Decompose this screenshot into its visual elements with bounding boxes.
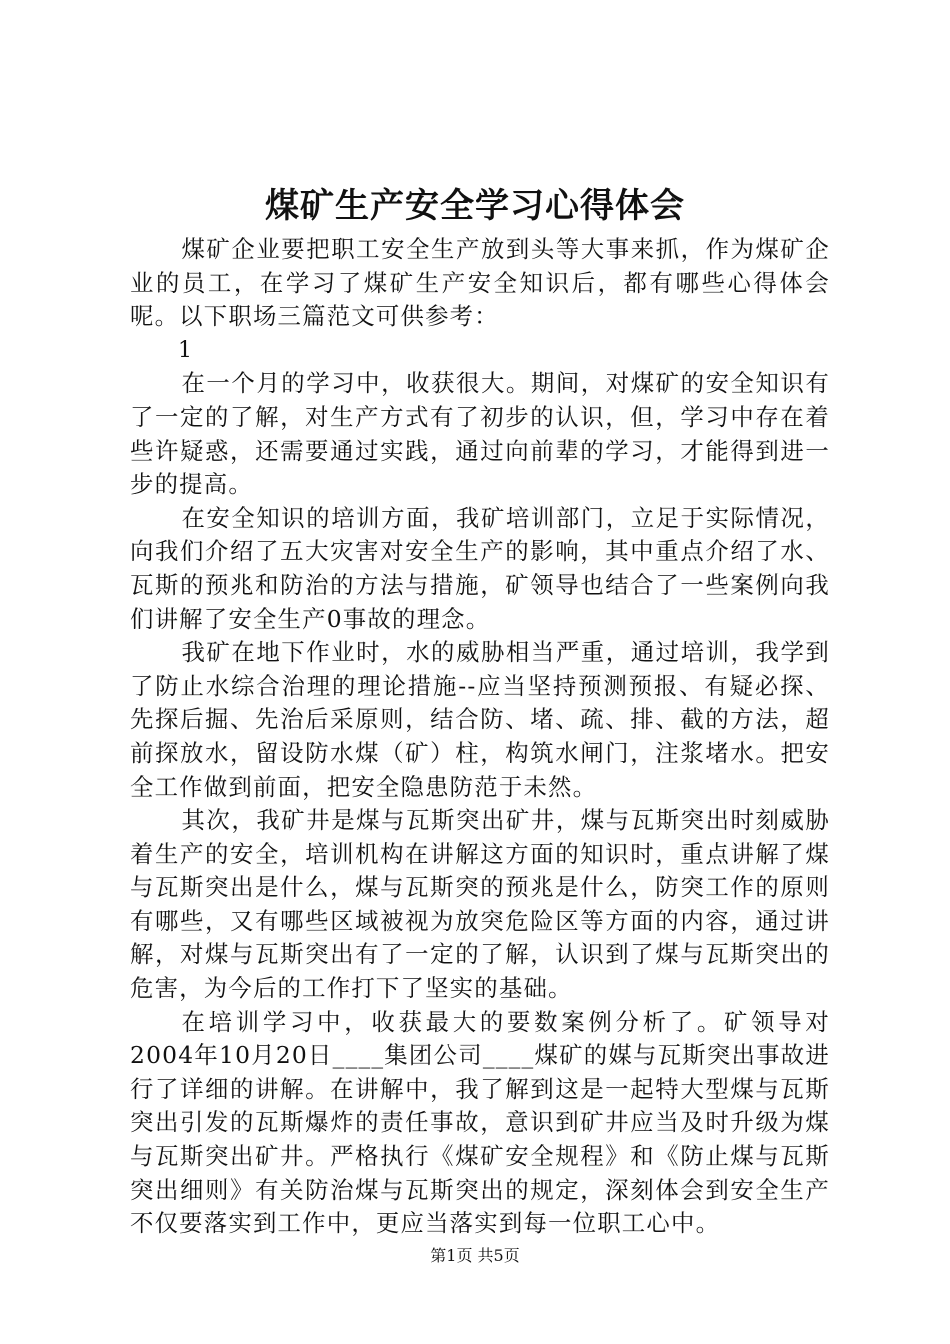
body-paragraph: 我矿在地下作业时，水的威胁相当严重，通过培训，我学到了防止水综合治理的理论措施--应当坚持预测预报、有疑必探、先探后掘、先治后采原则，结合防、堵、疏、排、截的方法，超前探放水，留设防水煤（矿）柱，构筑水闸门，注浆堵水。把安全工作做到前面，把安全隐患防范于未然。	[130, 638, 830, 801]
body-paragraph: 在一个月的学习中，收获很大。期间，对煤矿的安全知识有了一定的了解，对生产方式有了初步的认识，但，学习中存在着些许疑惑，还需要通过实践，通过向前辈的学习，才能得到进一步的提高。	[130, 369, 830, 499]
document-title: 煤矿生产安全学习心得体会	[265, 186, 685, 226]
body-paragraph: 其次，我矿井是煤与瓦斯突出矿井，煤与瓦斯突出时刻威胁着生产的安全，培训机构在讲解这方面的知识时，重点讲解了煤与瓦斯突出是什么，煤与瓦斯突的预兆是什么，防突工作的原则有哪些，又有哪些区域被视为放突危险区等方面的内容，通过讲解，对煤与瓦斯突出有了一定的了解，认识到了煤与瓦斯突出的危害，为今后的工作打下了坚实的基础。	[130, 806, 830, 1003]
intro-paragraph: 煤矿企业要把职工安全生产放到头等大事来抓，作为煤矿企业的员工，在学习了煤矿生产安全知识后，都有哪些心得体会呢。以下职场三篇范文可供参考：	[130, 235, 830, 331]
body-paragraph: 在培训学习中，收获最大的要数案例分析了。矿领导对2004年10月20日____集团公司____煤矿的媒与瓦斯突出事故进行了详细的讲解。在讲解中，我了解到这是一起特大型煤与瓦斯突出引发的瓦斯爆炸的责任事故，意识到矿井应当及时升级为煤与瓦斯突出矿井。严格执行《煤矿安全规程》和《防止煤与瓦斯突出细则》有关防治煤与瓦斯突出的规定，深刻体会到安全生产不仅要落实到工作中，更应当落实到每一位职工心中。	[130, 1007, 830, 1238]
section-number: 1	[178, 337, 194, 363]
page-footer: 第1页 共5页	[430, 1246, 520, 1265]
body-paragraph: 在安全知识的培训方面，我矿培训部门，立足于实际情况，向我们介绍了五大灾害对安全生产的影响，其中重点介绍了水、瓦斯的预兆和防治的方法与措施，矿领导也结合了一些案例向我们讲解了安全生产0事故的理念。	[130, 503, 830, 633]
document-body	[130, 233, 830, 1241]
